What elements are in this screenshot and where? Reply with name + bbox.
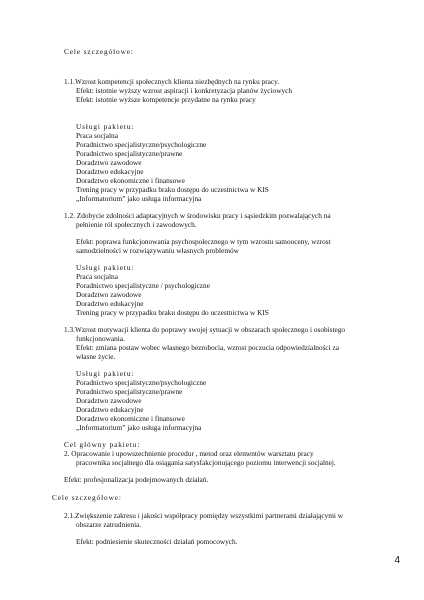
goal-1-1-service: Doradztwo zawodowe [76, 158, 142, 167]
goal-1-3-service: Poradnictwo specjalistyczne/prawne [76, 387, 183, 396]
goal-1-1-effect-1: Efekt: istotnie wyższy wzrost aspiracji i konkretyzacja planów życiowych [76, 86, 292, 95]
goal-1-1-service: Doradztwo ekonomiczne i finansowe [76, 176, 185, 185]
goal-1-3-title-line-1: 1.3.Wzrost motywacji klienta do poprawy swojej sytuacji w obszarach społecznego i osobistego [64, 325, 346, 334]
goal-1-2-title-line-2: pełnienie ról społecznych i zawodowych. [76, 220, 197, 229]
heading-specific-goals: Cele szczegółowe: [64, 47, 134, 56]
goal-1-3-effect-line-1: Efekt: zmiana postaw wobec własnego bezrobocia, wzrost poczucia odpowiedzialności za [76, 343, 339, 352]
goal-1-1-title: 1.1.Wzrost kompetencji społecznych klienta niezbędnych na rynku pracy. [64, 77, 280, 86]
goal-1-1-service: Praca socjalna [76, 131, 118, 140]
main-goal-label: Cel główny pakietu: [64, 440, 141, 449]
goal-1-2-effect-line-2: samodzielności w rozwiązywaniu własnych problemów [76, 246, 239, 255]
goal-1-3-service: Doradztwo zawodowe [76, 396, 142, 405]
goal-1-1-service: Poradnictwo specjalistyczne/prawne [76, 149, 183, 158]
goal-1-3-service: Doradztwo ekonomiczne i finansowe [76, 414, 185, 423]
goal-1-3-service: Poradnictwo specjalistyczne/psychologiczne [76, 378, 207, 387]
goal-1-1-services-label: Usługi pakietu: [76, 122, 135, 131]
main-goal-effect: Efekt: profesjonalizacja podejmowanych działań. [64, 475, 209, 484]
goal-1-3-service: Doradztwo edukacyjne [76, 405, 144, 414]
goal-1-1-service: Trening pracy w przypadku braku dostępu do uczestnictwa w KIS [76, 185, 269, 194]
goal-1-1-service: Doradztwo edukacyjne [76, 167, 144, 176]
goal-1-2-effect-line-1: Efekt: poprawa funkcjonowania psychospołecznego w tym wzrostu samooceny, wzrost [76, 237, 331, 246]
goal-1-1-effect-2: Efekt: istotnie wyższe kompetencje przydatne na rynku pracy [76, 95, 256, 104]
goal-1-3-title-line-2: funkcjonowania. [76, 334, 125, 343]
goal-2-1-effect: Efekt: podniesienie skuteczności działań pomocowych. [76, 537, 238, 546]
goal-2-1-title-line-2: obszarze zatrudnienia. [76, 520, 142, 529]
goal-2-1-title-line-1: 2.1.Zwiększenie zakresu i jakości współpracy pomiędzy wszystkimi partnerami działającymi w [64, 511, 344, 520]
goal-1-2-service: Poradnictwo specjalistyczne / psychologiczne [76, 281, 210, 290]
goal-1-2-service: Doradztwo edukacyjne [76, 299, 144, 308]
goal-1-2-services-label: Usługi pakietu: [76, 263, 135, 272]
goal-1-2-service: Doradztwo zawodowe [76, 290, 142, 299]
goal-1-2-service: Trening pracy w przypadku braku dostępu do uczestnictwa w KIS [76, 308, 269, 317]
goal-1-1-service: „Informatorium” jako usługa informacyjna [76, 194, 202, 203]
goal-1-3-effect-line-2: własne życie. [76, 352, 116, 361]
goal-1-3-services-label: Usługi pakietu: [76, 369, 135, 378]
heading-specific-goals-2: Cele szczegółowe: [52, 493, 122, 502]
goal-1-2-service: Praca socjalna [76, 272, 118, 281]
goal-1-3-service: „Informatorium” jako usługa informacyjna [76, 423, 202, 432]
main-goal-item-line-1: 2. Opracowanie i upowszechnienie procedur , metod oraz elementów warsztatu pracy [64, 449, 314, 458]
main-goal-item-line-2: pracownika socjalnego dla osiągania satysfakcjonującego poziomu interwencji socjalnej. [76, 458, 336, 467]
goal-1-2-title-line-1: 1.2. Zdobycie zdolności adaptacyjnych w środowisku pracy i sąsiedzkim pozwalających na [64, 211, 331, 220]
goal-1-1-service: Poradnictwo specjalistyczne/psychologiczne [76, 140, 207, 149]
page-number: 4 [394, 555, 400, 566]
